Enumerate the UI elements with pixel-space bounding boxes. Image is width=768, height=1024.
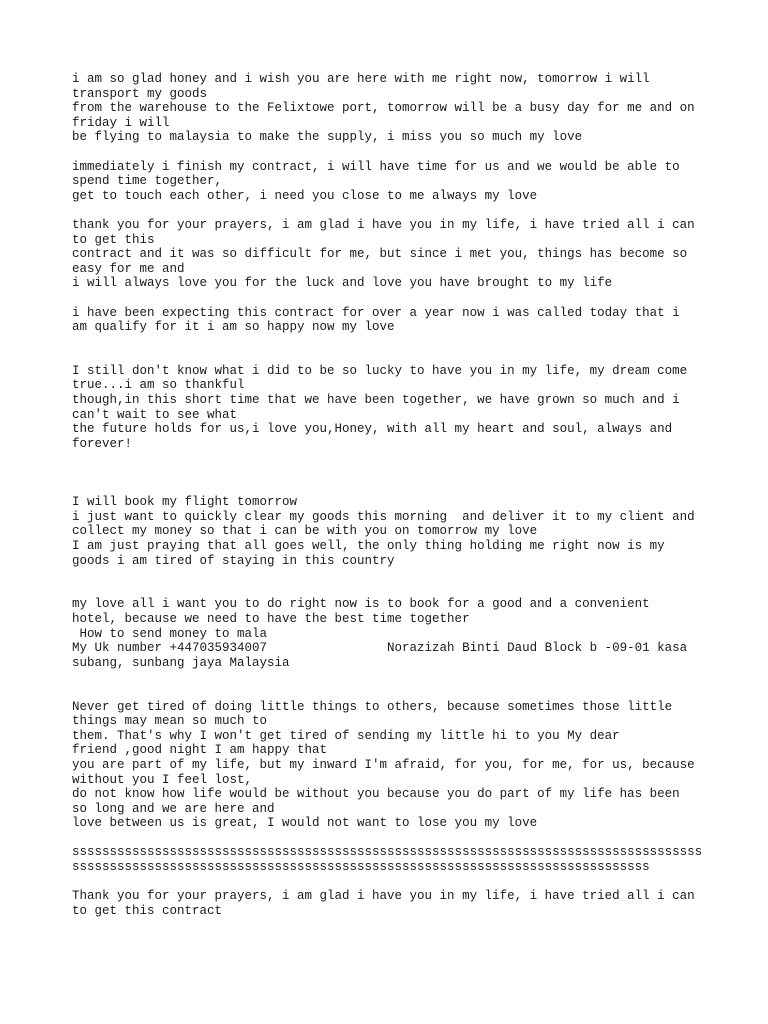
text-line: them. That's why I won't get tired of sending my little hi to you My dear [72,728,620,743]
text-line: things may mean so much to [72,714,268,729]
text-line: i have been expecting this contract for over a year now i was called today that i [72,305,680,320]
text-line: i just want to quickly clear my goods this morning and deliver it to my client and [72,509,695,524]
text-line: be flying to malaysia to make the supply, i miss you so much my love [72,130,583,145]
text-line: I will book my flight tomorrow [72,495,298,510]
text-line: do not know how life would be without you because you do part of my life has been [72,787,680,802]
text-line: subang, sunbang jaya Malaysia [72,655,290,670]
paragraph-spacer [72,291,702,306]
text-line: goods i am tired of staying in this country [72,553,395,568]
text-line: thank you for your prayers, i am glad i have you in my life, i have tried all i can [72,217,695,232]
text-line: I am just praying that all goes well, the only thing holding me right now is my [72,539,665,554]
text-line: Never get tired of doing little things to others, because sometimes those little [72,699,673,714]
paragraph [72,495,702,568]
paragraph [72,160,702,204]
text-line: transport my goods [72,86,208,101]
text-line: so long and we are here and [72,801,275,816]
text-line: the future holds for us,i love you,Honey, with all my heart and soul, always and [72,422,673,437]
text-line: from the warehouse to the Felixtowe port, tomorrow will be a busy day for me and on [72,101,695,116]
paragraph [72,889,702,918]
text-line: you are part of my life, but my inward I'm afraid, for you, for me, for us, because [72,757,695,772]
text-line: to get this contract [72,903,223,918]
text-line: My Uk number +447035934007 Norazizah Binti Daud Block b -09-01 kasa [72,641,688,656]
paragraph [72,597,702,670]
paragraph [72,700,702,831]
document-page [72,72,702,918]
text-line: friend ,good night I am happy that [72,743,328,758]
paragraph-spacer [72,568,702,597]
text-line: I still don't know what i did to be so lucky to have you in my life, my dream come [72,363,688,378]
paragraph [72,306,702,335]
paragraph-spacer [72,875,702,890]
text-line: friday i will [72,115,170,130]
text-line: sssssssssssssssssssssssssssssssssssssssssssssssssssssssssssssssssssssssssssss [72,860,650,875]
text-line: though,in this short time that we have been together, we have grown so much and i [72,393,680,408]
text-line: i am so glad honey and i wish you are here with me right now, tomorrow i will [72,72,650,86]
text-line: i will always love you for the luck and love you have brought to my life [72,276,613,291]
text-line: love between us is great, I would not want to lose you my love [72,816,538,831]
text-line: forever! [72,436,133,451]
text-line: easy for me and [72,261,185,276]
paragraph-spacer [72,145,702,160]
text-line: without you I feel lost, [72,772,253,787]
paragraph-spacer [72,203,702,218]
text-line: am qualify for it i am so happy now my love [72,320,395,335]
text-line: my love all i want you to do right now is to book for a good and a convenient [72,597,650,612]
text-line: collect my money so that i can be with you on tomorrow my love [72,524,538,539]
paragraph [72,364,702,452]
text-line: can't wait to see what [72,407,238,422]
paragraph-spacer [72,831,702,846]
paragraph-spacer [72,670,702,699]
text-line: Thank you for your prayers, i am glad i have you in my life, i have tried all i can [72,889,695,904]
text-line: to get this [72,232,155,247]
text-line: contract and it was so difficult for me, but since i met you, things has become so [72,247,688,262]
text-line: immediately i finish my contract, i will have time for us and we would be able to [72,159,680,174]
paragraph [72,72,702,145]
text-line: ssssssssssssssssssssssssssssssssssssssssssssssssssssssssssssssssssssssssssssssssssss [72,845,702,860]
text-line: true...i am so thankful [72,378,245,393]
text-line: spend time together, [72,174,223,189]
text-line: How to send money to mala [72,626,268,641]
text-line: get to touch each other, i need you close to me always my love [72,188,538,203]
paragraph-spacer [72,451,702,495]
paragraph-spacer [72,335,702,364]
paragraph [72,218,702,291]
paragraph [72,845,702,874]
text-line: hotel, because we need to have the best time together [72,611,470,626]
